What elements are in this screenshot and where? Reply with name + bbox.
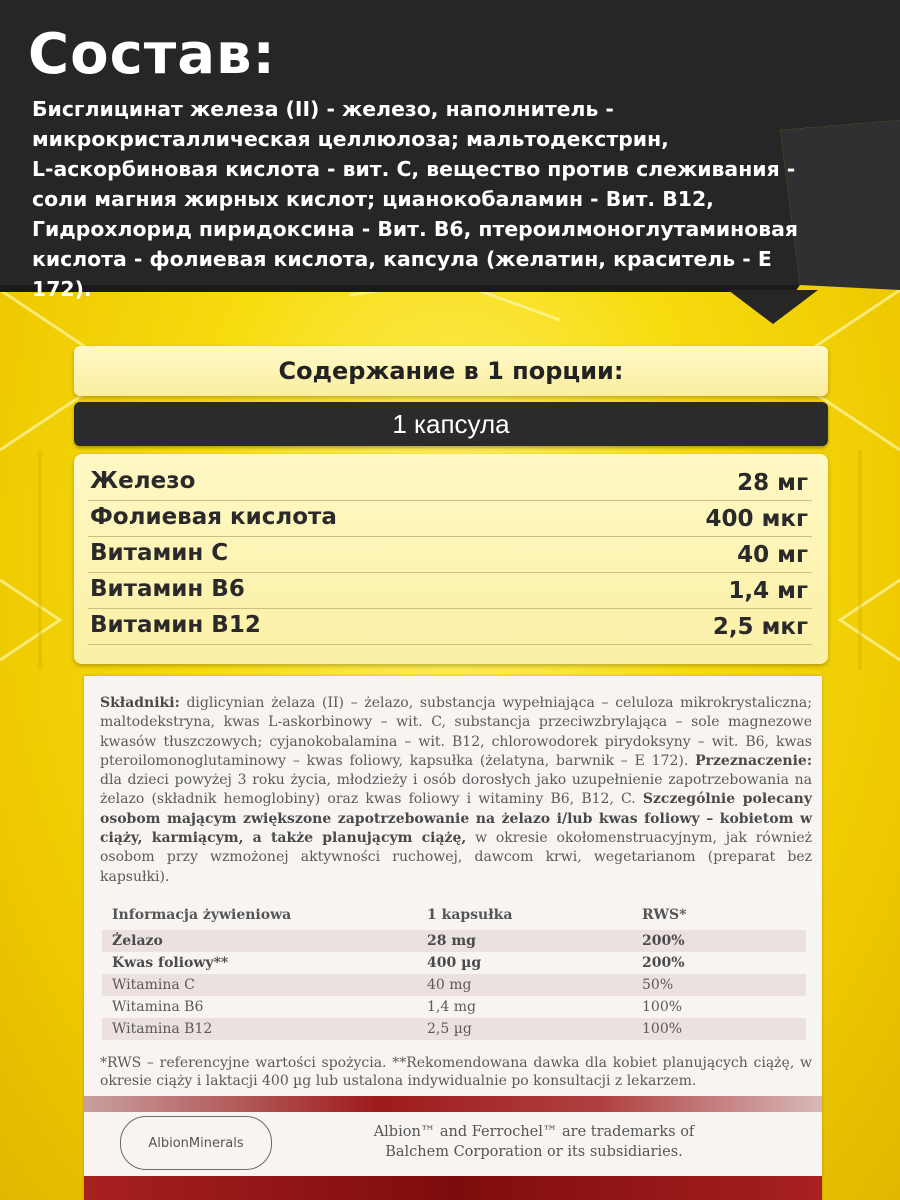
composition-line: кислота - фолиевая кислота, капсула (желатин, краситель - Е 172). <box>32 247 772 301</box>
table-cell: Witamina B6 <box>112 999 204 1015</box>
composition-line: L-аскорбиновая кислота - вит. С, вещество против слеживания - <box>32 157 796 181</box>
recommended-text: w okresie okołomenstruacyjnym, jak również osobom przy wzmożonej aktywności ruchowej, dawcom krwi, wegetarianom (preparat bez kapsułki). <box>100 830 812 885</box>
package-nutrition-table <box>102 904 806 1040</box>
table-cell: 100% <box>642 1021 683 1037</box>
serving-size-label: 1 капсула <box>392 408 510 439</box>
package-table-header <box>102 904 806 930</box>
red-bottom-strip <box>84 1176 822 1200</box>
serving-size-bar <box>74 402 828 446</box>
table-cell: 40 mg <box>427 977 472 993</box>
skladniki-label: Składniki: <box>100 695 180 711</box>
package-ingredients-text <box>100 694 812 887</box>
down-arrow-icon <box>728 290 818 326</box>
composition-line: Гидрохлорид пиридоксина - Вит. В6, птероилмоноглутаминовая <box>32 217 799 241</box>
przeznaczenie-text: dla dzieci powyżej 3 roku życia, młodzieży i osób dorosłych jako uzupełnienie zapotrzebowania na żelazo (składnik hemoglobiny) oraz kwas foliowy i witaminy B6, B12, C. <box>100 772 812 808</box>
package-table-row <box>102 974 806 996</box>
nutrient-row-iron <box>88 464 812 501</box>
przeznaczenie-label: Przeznaczenie: <box>695 752 812 769</box>
package-table-row <box>102 952 806 974</box>
nutrient-row-vitamin-b12 <box>88 608 812 645</box>
nutrient-row-vitamin-b6 <box>88 572 812 609</box>
nutrient-row-folic-acid <box>88 500 812 537</box>
package-table-row <box>102 1018 806 1040</box>
package-label-photo <box>84 676 822 1200</box>
composition-line: микрокристаллическая целлюлоза; мальтодекстрин, <box>32 127 669 151</box>
nutrient-name: Витамин С <box>90 540 229 566</box>
nutrient-name: Фолиевая кислота <box>90 504 337 530</box>
nutrient-row-vitamin-c <box>88 536 812 573</box>
trademark-line: Albion™ and Ferrochel™ are trademarks of <box>373 1124 695 1140</box>
nutrient-amount: 28 мг <box>737 470 808 496</box>
table-cell: Witamina B12 <box>112 1021 213 1037</box>
logo-text: AlbionMinerals <box>148 1135 244 1151</box>
composition-line: Бисглицинат железа (II) - железо, наполнитель - <box>32 97 614 121</box>
header-cell: Informacja żywieniowa <box>112 907 292 923</box>
composition-line: соли магния жирных кислот; цианокобаламин - Вит. В12, <box>32 187 714 211</box>
trademark-notice <box>334 1122 734 1162</box>
nutrient-table <box>74 454 828 664</box>
nutrient-name: Витамин В12 <box>90 612 261 638</box>
serving-header-label: Содержание в 1 порции: <box>278 357 624 385</box>
table-cell: Kwas foliowy** <box>112 955 229 971</box>
nutrient-name: Витамин В6 <box>90 576 245 602</box>
package-table-row <box>102 996 806 1018</box>
table-cell: 2,5 µg <box>427 1021 472 1037</box>
nutrient-name: Железо <box>90 468 196 494</box>
table-cell: 200% <box>642 933 685 949</box>
header-cell: 1 kapsułka <box>427 907 513 923</box>
table-cell: Żelazo <box>112 933 163 949</box>
nutrient-amount: 40 мг <box>737 542 808 568</box>
composition-text <box>32 94 812 304</box>
page-title: Состав: <box>28 22 276 87</box>
nutrient-amount: 2,5 мкг <box>712 614 808 640</box>
table-cell: 400 µg <box>427 955 482 971</box>
table-cell: 100% <box>642 999 683 1015</box>
nutrient-amount: 1,4 мг <box>728 578 808 604</box>
skladniki-text: diglicynian żelaza (II) – żelazo, substancja wypełniająca – celuloza mikrokrystaliczna; maltodekstryna, kwas L-askorbinowy – wit. C, substancja przeciwzbrylająca – sole magnezowe kwasów tłuszczowych; cyjanokobalamina – wit. B12, chlorowodorek pirydoksyny – wit. B6, kwas pteroilomonoglutaminowy – kwas foliowy, kapsułka (żelatyna, barwnik – E 172). <box>100 695 812 769</box>
package-footnote: *RWS – referencyjne wartości spożycia. **Rekomendowana dawka dla kobiet planujących ciążę, w okresie ciąży i laktacji 400 µg lub ustalona indywidualnie po konsultacji z lekarzem. <box>100 1055 812 1089</box>
header-cell: RWS* <box>642 907 687 923</box>
package-table-row <box>102 930 806 952</box>
albion-minerals-logo <box>120 1116 272 1170</box>
table-cell: 28 mg <box>427 933 476 949</box>
table-cell: Witamina C <box>112 977 195 993</box>
table-cell: 50% <box>642 977 674 993</box>
serving-header-bar <box>74 346 828 396</box>
trademark-line: Balchem Corporation or its subsidiaries. <box>385 1144 683 1160</box>
table-cell: 1,4 mg <box>427 999 476 1015</box>
red-decorative-band <box>84 1096 822 1112</box>
nutrient-amount: 400 мкг <box>705 506 808 532</box>
table-cell: 200% <box>642 955 685 971</box>
recommended-bold-text: Szczególnie polecany osobom mającym zwiększone zapotrzebowanie na żelazo i/lub kwas foliowy – kobietom w ciąży, karmiącym, a także planującym ciążę, <box>100 791 812 847</box>
